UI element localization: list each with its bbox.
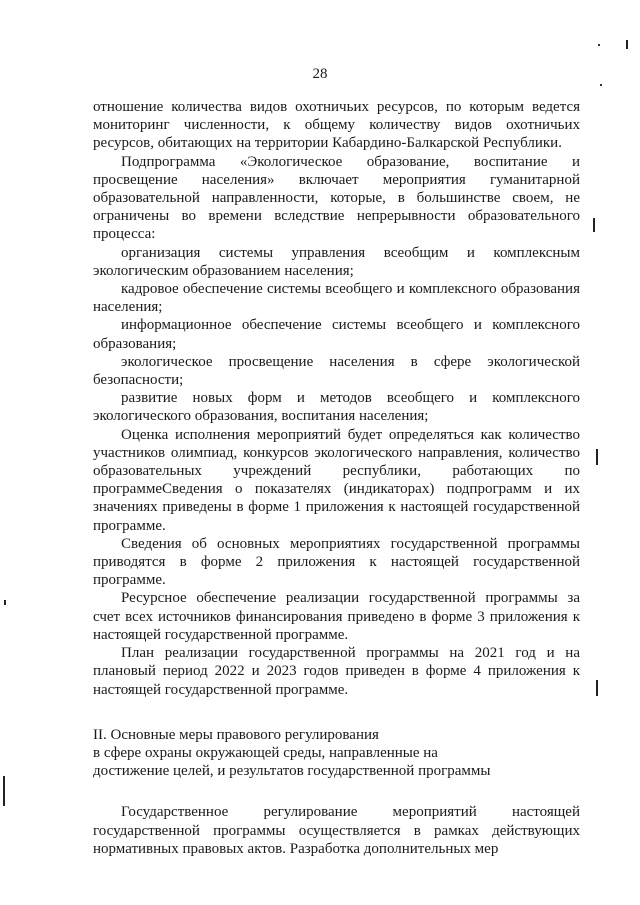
list-item: развитие новых форм и методов всеобщего и комплексного экологического образования, воспитания населения; bbox=[93, 390, 580, 425]
page-number: 28 bbox=[312, 66, 328, 82]
scan-mark bbox=[3, 776, 5, 806]
paragraph: Подпрограмма «Экологическое образование, воспитание и просвещение населения» включает мероприятия гуманитарной образовательной направленности, которые, в большинстве своем, не ограничены во времени вследствие непрерывности образовательного процесса: bbox=[93, 153, 580, 243]
scan-mark bbox=[596, 449, 598, 465]
scan-mark bbox=[600, 84, 602, 86]
list-item: экологическое просвещение населения в сфере экологической безопасности; bbox=[93, 353, 580, 389]
list-item: организация системы управления всеобщим и комплексным экологическим образованием населения; bbox=[93, 244, 580, 279]
document-body bbox=[93, 98, 580, 858]
section-heading-line: достижение целей, и результатов государственной программы bbox=[93, 763, 491, 780]
paragraph: Государственное регулирование мероприятий настоящей государственной программы осуществляется в рамках действующих нормативных правовых актов. Разработка дополнительных мер bbox=[93, 804, 580, 857]
section-heading-line: II. Основные меры правового регулирования bbox=[93, 726, 379, 743]
scan-mark bbox=[598, 44, 600, 46]
paragraph: Ресурсное обеспечение реализации государственной программы за счет всех источников финансирования приведено в форме 3 приложения к настоящей государственной программе. bbox=[93, 590, 580, 643]
scan-mark bbox=[4, 600, 6, 605]
section-heading-line: в сфере охраны окружающей среды, направленные на bbox=[93, 744, 438, 761]
paragraph: План реализации государственной программы на 2021 год и на плановый период 2022 и 2023 годов приведен в форме 4 приложения к настоящей государственной программе. bbox=[93, 645, 580, 698]
paragraph: Сведения об основных мероприятиях государственной программы приводятся в форме 2 приложения к настоящей государственной программе. bbox=[93, 535, 580, 589]
scan-mark bbox=[596, 680, 598, 696]
list-item: кадровое обеспечение системы всеобщего и комплексного образования населения; bbox=[93, 281, 580, 316]
paragraph: отношение количества видов охотничьих ресурсов, по которым ведется мониторинг численности, к общему количеству видов охотничьих ресурсов, обитающих на территории Кабардино-Балкарской Республики. bbox=[93, 99, 580, 152]
scan-mark bbox=[593, 218, 595, 232]
paragraph: Оценка исполнения мероприятий будет определяться как количество участников олимпиад, конкурсов экологического направления, количество образовательных учреждений республики, работающих по программеСведения о показателях (индикаторах) подпрограмм и их значениях приведены в форме 1 приложения к настоящей государственной программе. bbox=[93, 426, 580, 534]
section-heading bbox=[93, 726, 580, 781]
scan-mark bbox=[626, 40, 628, 49]
list-item: информационное обеспечение системы всеобщего и комплексного образования; bbox=[93, 317, 580, 352]
